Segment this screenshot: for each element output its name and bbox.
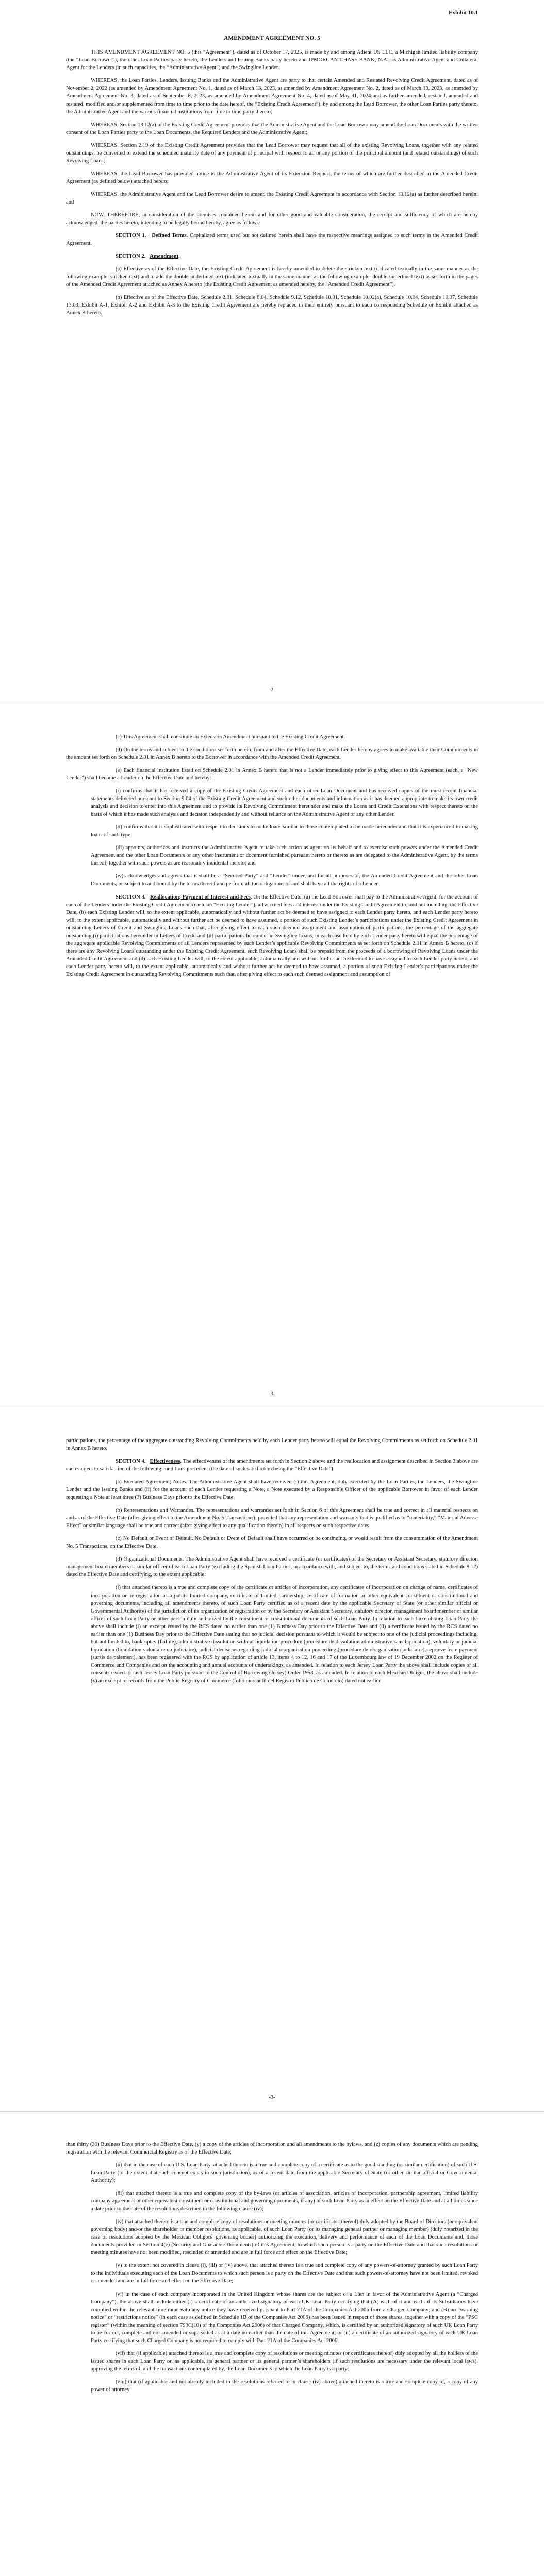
recital-5: WHEREAS, the Administrative Agent and the Lead Borrower desire to amend the Existing Credit Agreement in accordance with Section 13.12(a) as further described herein; and <box>66 191 478 205</box>
condition-d-clause-vi: (vi) in the case of each company incorporated in the United Kingdom whose shares are the subject of a Lien in favor of the Administrative Agent (a “Charged Company”), the above shall include either (i) a certificate of an authorized signatory of each UK Loan Party certifying that (A) each of it and each of its Subsidiaries have complied within the relevant timeframe with any notice they have received pursuant to Part 21A of the Companies Act 2006 from a Charged Company; and (B) no “warning notice” or “restrictions notice” (in each case as defined in Schedule 1B of the Companies Act 2006) has been issued in respect of those shares, together with a copy of the “PSC register” (within the meaning of section 790C(10) of the Companies Act 2006) of that Charged Company, which, is certified by an authorized signatory of such UK Loan Party to be correct, complete and not amended or superseded as at a date no earlier than the date of this Agreement; or (ii) a certificate of an authorized signatory of each UK Loan Party certifying that such Charged Company is not required to comply with Part 21A of the Companies Act 2006; <box>91 2291 478 2344</box>
amendment-clause-b: (b) Effective as of the Effective Date, Schedule 2.01, Schedule 8.04, Schedule 9.12, Schedule 10.01, Schedule 10.02(a), Schedule 10.04, Schedule 10.07, Schedule 13.03, Exhibit A-1, Exhibit A-2 and Exhibit A-3 to the Existing Credit Agreement are hereby replaced in their entirety pursuant to each corresponding Schedule or Exhibit attached as Annex B hereto. <box>66 295 478 316</box>
condition-d-clause-viii: (viii) that (if applicable and not already included in the resolutions referred to in clause (iv) above) attached thereto is a true and complete copy of, a copy of any power of attorney <box>91 2379 478 2393</box>
section-3: SECTION 3. Reallocation; Payment of Interest and Fees. On the Effective Date, (a) the Lead Borrower shall pay to the Administrative Agent, for the account of each of the Lenders under the Existing Credit Agreement (each, an “Existing Lender”), all accrued fees and interest under the Existing Credit Agreement to, and not including, the Effective Date, (b) each Existing Lender will, to the extent applicable, automatically and without further act be deemed to have assigned to each Lender party hereto, and each Lender party hereto will, to the extent applicable, automatically and without further act be deemed to have assumed, a portion of such Existing Lender’s participations under the Existing Credit Agreement in outstanding Letters of Credit and Swingline Loans such that, after giving effect to each such deemed assignment and assumption of participations, the percentage of the aggregate outstanding (i) participations hereunder in Letters of Credit and (ii) participations hereunder in Swingline Loans, in each case held by each Lender party hereto will equal the percentage of the aggregate applicable Revolving Commitments of all Lenders represented by such Lender’s applicable Revolving Commitments as set forth on Schedule 2.01 in Annex B hereto, (c) if there are any Revolving Loans outstanding under the Existing Credit Agreement, such Revolving Loans shall be prepaid from the proceeds of a borrowing of Revolving Loans under the Amended Credit Agreement and (d) each Existing Lender will, to the extent applicable, automatically and without further act be deemed to have assigned to each Lender party hereto, and each Lender party hereto will, to the extent applicable, automatically and without further act be deemed to have assumed, a portion of such Existing Lender’s participations under the Existing Credit Agreement in outstanding Revolving Commitments such that, after giving effect to each such deemed assignment and assumption of <box>66 894 479 977</box>
recital-now-therefore: NOW, THEREFORE, in consideration of the premises contained herein and for other good and valuable consideration, the receipt and sufficiency of which are hereby acknowledged, the parties hereto, intending to be legally bound hereby, agree as follows: <box>66 212 478 226</box>
page-number: -3- <box>269 2095 275 2101</box>
condition-d-clause-ii: (ii) that in the case of each U.S. Loan Party, attached thereto is a true and complete copy of a certificate as to the good standing (or similar certification) of such U.S. Loan Party (to the extent that such concept exists in such jurisdiction), as of a recent date from the applicable Secretary of State (or other similar official or Governmental Authority); <box>91 2162 478 2184</box>
section-2-title: Amendment <box>150 253 179 259</box>
section-3-title: Reallocation; Payment of Interest and Fees <box>150 894 251 900</box>
amendment-clause-c: (c) This Agreement shall constitute an Extension Amendment pursuant to the Existing Credit Agreement. <box>116 734 345 740</box>
section-4-text: The effectiveness of the amendments set forth in Section 2 above and the reallocation and assignment described in Section 3 above are each subject to satisfaction of the following conditions precedent (the date of such satisfaction being the “Effective Date”): <box>66 1459 479 1472</box>
section-3-continuation: participations, the percentage of the aggregate outstanding Revolving Commitments held by each Lender party hereto will equal the Revolving Commitments as set forth on Schedule 2.01 in Annex B hereto. <box>66 1438 478 1452</box>
condition-d-clause-iv: (iv) that attached thereto is a true and complete copy of resolutions or meeting minutes (or certificates thereof) duly adopted by the Board of Directors (or equivalent governing body) and/or the shareholder or member resolutions, as applicable, of such Loan Party (or its managing general partner or managing member) (duly notarized in the case of resolutions adopted by the Mexican Obligors’ governing bodies) authorizing the execution, delivery and performance of each of the Loan Documents and, those documents provided in Section 4(e) (Security and Guarantee Documents) of this Agreement, to which such person is a party on the Effective Date and that such resolutions or meeting minutes have not been modified, rescinded or amended and are in full force and effect on the Effective Date; <box>91 2219 478 2256</box>
section-1-heading: SECTION 1. <box>116 232 146 239</box>
condition-d-clause-vii: (vii) that (if applicable) attached thereto is a true and complete copy of resolutions or meeting minutes (or certificates thereof) duly adopted by all the holders of the issued shares in each Loan Party or, as applicable, its general partner or its general partner’s shareholders (if such resolutions are necessary under the relevant local laws), approving the terms of, and the transactions contemplated by, the Loan Documents to which the Loan Party is a party; <box>91 2350 478 2372</box>
recital-2: WHEREAS, Section 13.12(a) of the Existing Credit Agreement provides that the Administrative Agent and the Lead Borrower may amend the Loan Documents with the written consent of the Loan Parties party to the Loan Documents, the Required Lenders and the Administrative Agent; <box>66 122 478 135</box>
page-3 <box>0 1408 544 2111</box>
preamble: THIS AMENDMENT AGREEMENT NO. 5 (this “Agreement”), dated as of October 17, 2025, is made by and among Adient US LLC, a Michigan limited liability company (the “Lead Borrower”), the other Loan Parties party hereto, the Lenders and Issuing Banks party hereto and JPMORGAN CHASE BANK, N.A., as Administrative Agent and Collateral Agent for the Lenders (in such capacities, the “Administrative Agent”) and the Swingline Lender. <box>66 49 478 71</box>
section-3-heading: SECTION 3. <box>116 894 146 900</box>
new-lender-clause-i: (i) confirms that it has received a copy of the Existing Credit Agreement and each other Loan Document and has received copies of the most recent financial statements delivered pursuant to Section 9.04 of the Existing Credit Agreement and such other documents and information as it has deemed appropriate to make its own credit analysis and decision to enter into this Agreement and to provide its Revolving Commitment hereunder and make the Loans and Credit Extensions with respect thereto on the basis of which it has made such analysis and decision independently and without reliance on the Administrative Agent or any other Lender. <box>91 788 478 818</box>
condition-d: (d) Organizational Documents. The Administrative Agent shall have received a certificate (or certificates) of the Secretary or Assistant Secretary, statutory director, management board members or similar officer of each Loan Party (excluding the Spanish Loan Parties, in accordance with, and subject to, the terms and conditions stated in Schedule 9.12) dated the Effective Date and certifying, to the extent applicable: <box>66 1556 478 1578</box>
amendment-clause-a: (a) Effective as of the Effective Date, the Existing Credit Agreement is hereby amended to delete the stricken text (indicated textually in the same manner as the following example: stricken text) and to add the double-underlined text (indicated textually in the same manner as the following example: double-underlined text) as set forth in the pages of the Amended Credit Agreement attached as Annex A hereto (the Existing Credit Agreement as amended hereby, the “Amended Credit Agreement”). <box>66 266 478 288</box>
document-title: AMENDMENT AGREEMENT NO. 5 <box>224 35 320 41</box>
amendment-clause-d: (d) On the terms and subject to the conditions set forth herein, from and after the Effective Date, each Lender hereby agrees to make available their Commitments in the amount set forth on Schedule 2.01 in Annex B hereto to the Borrower in accordance with the Amended Credit Agreement. <box>66 747 478 761</box>
page-4 <box>0 2111 544 2576</box>
new-lender-clause-iv: (iv) acknowledges and agrees that it shall be a “Secured Party” and “Lender” under, and for all purposes of, the Amended Credit Agreement and the other Loan Documents, be subject to and bound by the terms thereof and perform all the obligations of and shall have all the rights of a Lender. <box>91 873 478 887</box>
section-1-title: Defined Terms <box>152 232 187 239</box>
recital-4: WHEREAS, the Lead Borrower has provided notice to the Administrative Agent of its Extension Request, the terms of which are further described in the Amended Credit Agreement (as defined below) attached hereto; <box>66 171 478 184</box>
page-1 <box>0 0 544 704</box>
condition-d-clause-i: (i) that attached thereto is a true and complete copy of the certificate or articles of incorporation, any certificates of incorporation on change of name, certificates of incorporation on re-registration as a public limited company, certificate of limited partnership, certificate of formation or other equivalent constituent or constitutional and governing documents, including all amendments thereto, of such Loan Party certified as of a recent date by the applicable Secretary of State (or other similar official or Governmental Authority) of the jurisdiction of its organization or registration or by the Secretary or Assistant Secretary, statutory director, management board member or similar officer of such Loan Party or other person duly authorized by the constituent or constitutional documents of such Loan Party. In relation to each Luxembourg Loan Party the above shall include (i) an excerpt issued by the RCS dated no earlier than one (1) Business Day prior to the Effective Date and (ii) a certificate issued by the RCS dated no earlier than one (1) Business Day prior to the Effective Date stating that no judicial decision pursuant to which it would be subject to one of the judicial proceedings including, but not limited to, bankruptcy (faillite), administrative dissolution without liquidation procedure (procédure de dissolution administrative sans liquidation), voluntary or judicial liquidation (liquidation volontaire ou judiciaire), judicial decisions regarding judicial reorganisation proceeding (procédure de réorganisation judiciaire), reprieve from payment (sursis de paiement), has been registered with the RCS by application of article 13, items 4 to 12, 16 and 17 of the Luxembourg law of 19 December 2002 on the Register of Commerce and Companies and on the accounting and annual accounts of undertakings, as amended. In relation to each Jersey Loan Party the above shall include copies of all consents issued to such Jersey Loan Party pursuant to the Control of Borrowing (Jersey) Order 1958, as amended. In relation to each Mexican Obligor, the above shall include (x) an excerpt of records from the Public Registry of Commerce (folio mercantil del Registro Público de Comercio) dated not earlier <box>91 1585 478 1684</box>
condition-b: (b) Representations and Warranties. The representations and warranties set forth in Section 6 of this Agreement shall be true and correct in all material respects on and as of the Effective Date (after giving effect to the Amendment No. 5 Transactions); provided that any representation and warranty that is qualified as to “materiality,” “Material Adverse Effect” or similar language shall be true and correct (after giving effect to any qualification therein) in all respects on such respective dates. <box>66 1507 478 1529</box>
section-3-text: On the Effective Date, (a) the Lead Borrower shall pay to the Administrative Agent, for the account of each of the Lenders under the Existing Credit Agreement (each, an “Existing Lender”), all accrued fees and interest under the Existing Credit Agreement to, and not including, the Effective Date, (b) each Existing Lender will, to the extent applicable, automatically and without further act be deemed to have assigned to each Lender party hereto, and each Lender party hereto will, to the extent applicable, automatically and without further act be deemed to have assumed, a portion of such Existing Lender’s participations under the Existing Credit Agreement in outstanding Letters of Credit and Swingline Loans such that, after giving effect to each such deemed assignment and assumption of participations, the percentage of the aggregate outstanding (i) participations hereunder in Letters of Credit and (ii) participations hereunder in Swingline Loans, in each case held by each Lender party hereto will equal the percentage of the aggregate applicable Revolving Commitments of all Lenders represented by such Lender’s applicable Revolving Commitments as set forth on Schedule 2.01 in Annex B hereto, (c) if there are any Revolving Loans outstanding under the Existing Credit Agreement, such Revolving Loans shall be prepaid from the proceeds of a borrowing of Revolving Loans under the Amended Credit Agreement and (d) each Existing Lender will, to the extent applicable, automatically and without further act be deemed to have assigned to each Lender party hereto, and each Lender party hereto will, to the extent applicable, automatically and without further act be deemed to have assumed, a portion of such Existing Lender’s participations under the Existing Credit Agreement in outstanding Revolving Commitments such that, after giving effect to each such deemed assignment and assumption of <box>66 894 479 977</box>
recital-1: WHEREAS, the Loan Parties, Lenders, Issuing Banks and the Administrative Agent are party to that certain Amended and Restated Revolving Credit Agreement, dated as of November 2, 2022 (as amended by Amendment Agreement No. 1, dated as of March 13, 2023, as amended by Amendment Agreement No. 2, dated as of March 13, 2023, as amended by Amendment Agreement No. 3, dated as of September 8, 2023, as amended by Amendment Agreement No. 4, dated as of May 31, 2024 and as further amended, restated, amended and restated, modified and/or supplemented from time to time prior to the date hereof, the “Existing Credit Agreement”), by and among the Lead Borrower, the other Loan Parties party thereto, the Administrative Agent and the various financial institutions from time to time party thereto; <box>66 78 478 115</box>
section-2: SECTION 2. Amendment. <box>116 253 180 259</box>
condition-c: (c) No Default or Event of Default. No Default or Event of Default shall have occurred or be continuing, or would result from the consummation of the Amendment No. 5 Transactions, on the Effective Date. <box>66 1536 478 1550</box>
section-4-title: Effectiveness <box>150 1459 180 1465</box>
section-2-heading: SECTION 2. <box>116 253 146 259</box>
exhibit-label: Exhibit 10.1 <box>449 10 478 16</box>
new-lender-clause-iii: (iii) appoints, authorizes and instructs the Administrative Agent to take such action as agent on its behalf and to exercise such powers under the Amended Credit Agreement and the other Loan Documents or any other instrument or document furnished pursuant hereto or thereto as are delegated to the Administrative Agent, by the terms thereof, together with such powers as are reasonably incidental thereto; and <box>91 845 478 867</box>
recital-3: WHEREAS, Section 2.19 of the Existing Credit Agreement provides that the Lead Borrower may request that all of the existing Revolving Loans, together with any related outstandings, be converted to extend the scheduled maturity date of any payment of principal with respect to all or any portion of the principal amount (and related outstandings) of such Revolving Loans; <box>66 142 478 164</box>
new-lender-clause-ii: (ii) confirms that it is sophisticated with respect to decisions to make loans similar to those contemplated to be made hereunder and that it is experienced in making loans of such type; <box>91 824 478 838</box>
section-1-text: Capitalized terms used but not defined herein shall have the respective meanings assigned to such terms in the Amended Credit Agreement. <box>66 232 478 246</box>
page-number: -3- <box>269 1391 275 1397</box>
page-2 <box>0 704 544 1408</box>
condition-d-clause-i-continuation: than thirty (30) Business Days prior to the Effective Date, (y) a copy of the articles of incorporation and all amendments to the bylaws, and (z) copies of any documents which are pending registration with the relevant Commercial Registry as of the Effective Date; <box>66 2142 478 2156</box>
section-4-heading: SECTION 4. <box>116 1459 146 1465</box>
condition-d-clause-v: (v) to the extent not covered in clause (i), (iii) or (iv) above, that attached thereto is a true and complete copy of any powers-of-attorney granted by such Loan Party to the individuals executing each of the Loan Documents to which such person is a party on the Effective Date and that such powers-of-attorney have not been limited, revoked or amended and are in full force and effect on the Effective Date; <box>91 2263 478 2284</box>
amendment-clause-e: (e) Each financial institution listed on Schedule 2.01 in Annex B hereto that is not a Lender immediately prior to giving effect to this Agreement (each, a “New Lender”) shall become a Lender on the Effective Date and hereby: <box>66 768 478 782</box>
page-number: -2- <box>269 687 275 693</box>
section-4: SECTION 4. Effectiveness. The effectiveness of the amendments set forth in Section 2 above and the reallocation and assignment described in Section 3 above are each subject to satisfaction of the following conditions precedent (the date of such satisfaction being the “Effective Date”): <box>66 1459 479 1472</box>
section-1: SECTION 1. Defined Terms. Capitalized terms used but not defined herein shall have the respective meanings assigned to such terms in the Amended Credit Agreement. <box>66 232 478 246</box>
condition-a: (a) Executed Agreement; Notes. The Administrative Agent shall have received (i) this Agreement, duly executed by the Loan Parties, the Lenders, the Swingline Lender and the Issuing Banks and (ii) for the account of each Lender requesting a Note, a Note executed by a Responsible Officer of the applicable Borrower in favor of each Lender requesting a Note at least three (3) Business Days prior to the Effective Date. <box>66 1479 478 1501</box>
condition-d-clause-iii: (iii) that attached thereto is a true and complete copy of the by-laws (or articles of association, articles of incorporation, partnership agreement, limited liability company agreement or other equivalent constituent or constitutional and governing documents, if any) of such Loan Party as in effect on the Effective Date and at all times since a date prior to the date of the resolutions described in the following clause (iv); <box>91 2191 478 2212</box>
